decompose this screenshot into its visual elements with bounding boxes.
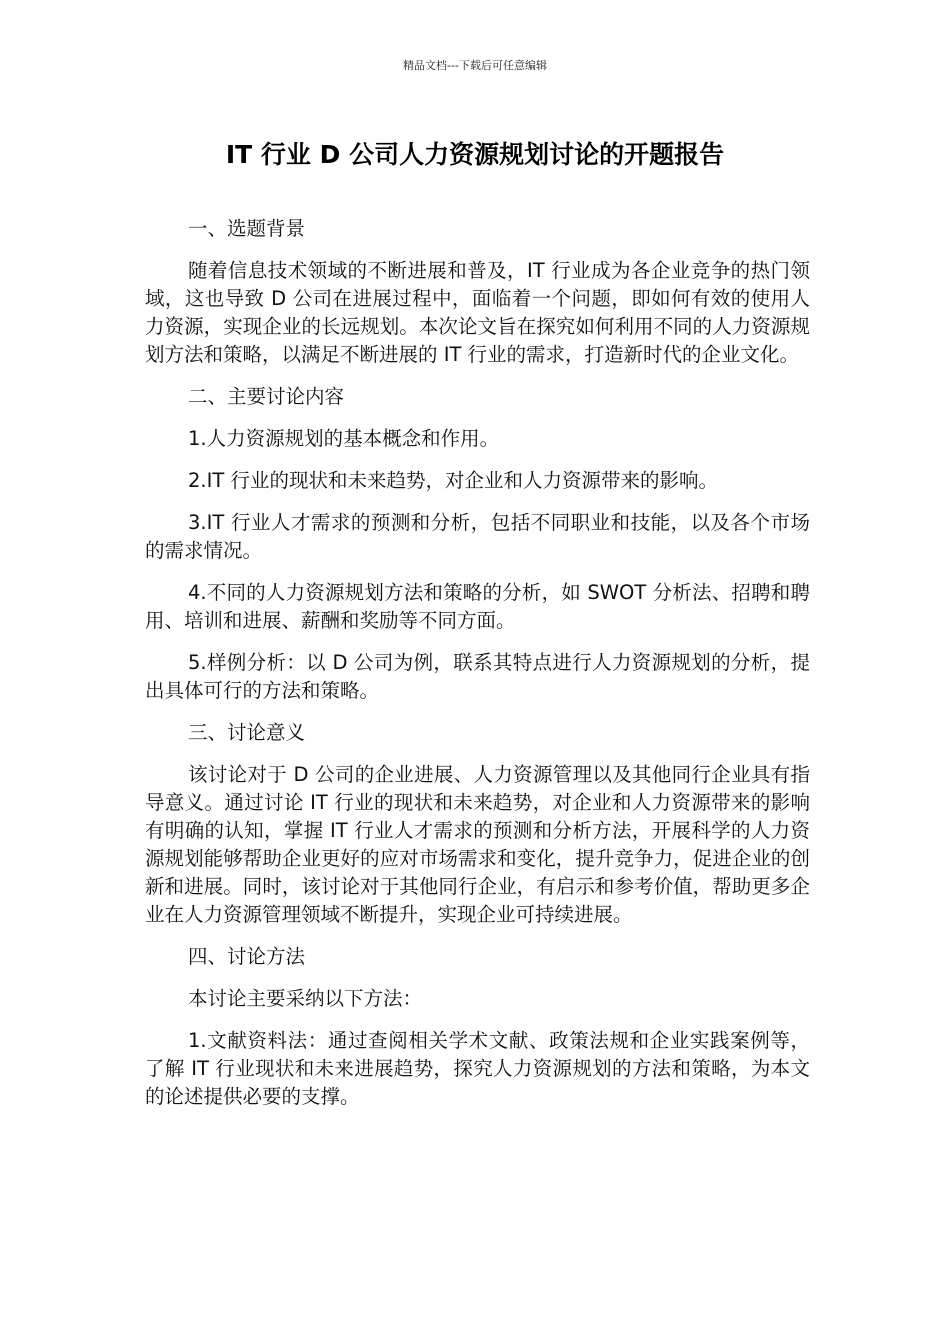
- section-methods: [145, 943, 810, 1111]
- section-heading: 四、讨论方法: [188, 945, 306, 968]
- section-main-content: [145, 383, 810, 705]
- list-item: 1.文献资料法：通过查阅相关学术文献、政策法规和企业实践案例等，了解 IT 行业现状和未来进展趋势，探究人力资源规划的方法和策略，为本文的论述提供必要的支撑。: [145, 1029, 810, 1108]
- document-title: IT 行业 D 公司人力资源规划讨论的开题报告: [225, 140, 725, 169]
- paragraph: 本讨论主要采纳以下方法：: [188, 987, 423, 1010]
- paragraph: 随着信息技术领域的不断进展和普及，IT 行业成为各企业竞争的热门领域，这也导致 D 公司在进展过程中，面临着一个问题，即如何有效的使用人力资源，实现企业的长远规划。本次论文旨在探究如何利用不同的人力资源规划方法和策略，以满足不断进展的 IT 行业的需求，打造新时代的企业文化。: [145, 259, 810, 366]
- list-item: 5.样例分析：以 D 公司为例，联系其特点进行人力资源规划的分析，提出具体可行的方法和策略。: [145, 651, 810, 702]
- list-item: 4.不同的人力资源规划方法和策略的分析，如 SWOT 分析法、招聘和聘用、培训和进展、薪酬和奖励等不同方面。: [145, 581, 810, 632]
- list-item: 3.IT 行业人才需求的预测和分析，包括不同职业和技能，以及各个市场的需求情况。: [145, 511, 810, 562]
- list-item: 1.人力资源规划的基本概念和作用。: [188, 427, 500, 450]
- section-heading: 二、主要讨论内容: [188, 385, 345, 408]
- section-heading: 一、选题背景: [188, 217, 306, 240]
- list-item: 2.IT 行业的现状和未来趋势，对企业和人力资源带来的影响。: [188, 469, 718, 492]
- section-heading: 三、讨论意义: [188, 721, 306, 744]
- section-background: [145, 215, 810, 369]
- page-header: 精品文档---下载后可任意编辑: [403, 59, 547, 72]
- section-significance: [145, 719, 810, 929]
- paragraph: 该讨论对于 D 公司的企业进展、人力资源管理以及其他同行企业具有指导意义。通过讨论 IT 行业的现状和未来趋势，对企业和人力资源带来的影响有明确的认知，掌握 IT 行业人才需求的预测和分析方法，开展科学的人力资源规划能够帮助企业更好的应对市场需求和变化，提升竞争力，促进企业的创新和进展。同时，该讨论对于其他同行企业，有启示和参考价值，帮助更多企业在人力资源管理领域不断提升，实现企业可持续进展。: [145, 763, 810, 926]
- document-body: [145, 215, 810, 1125]
